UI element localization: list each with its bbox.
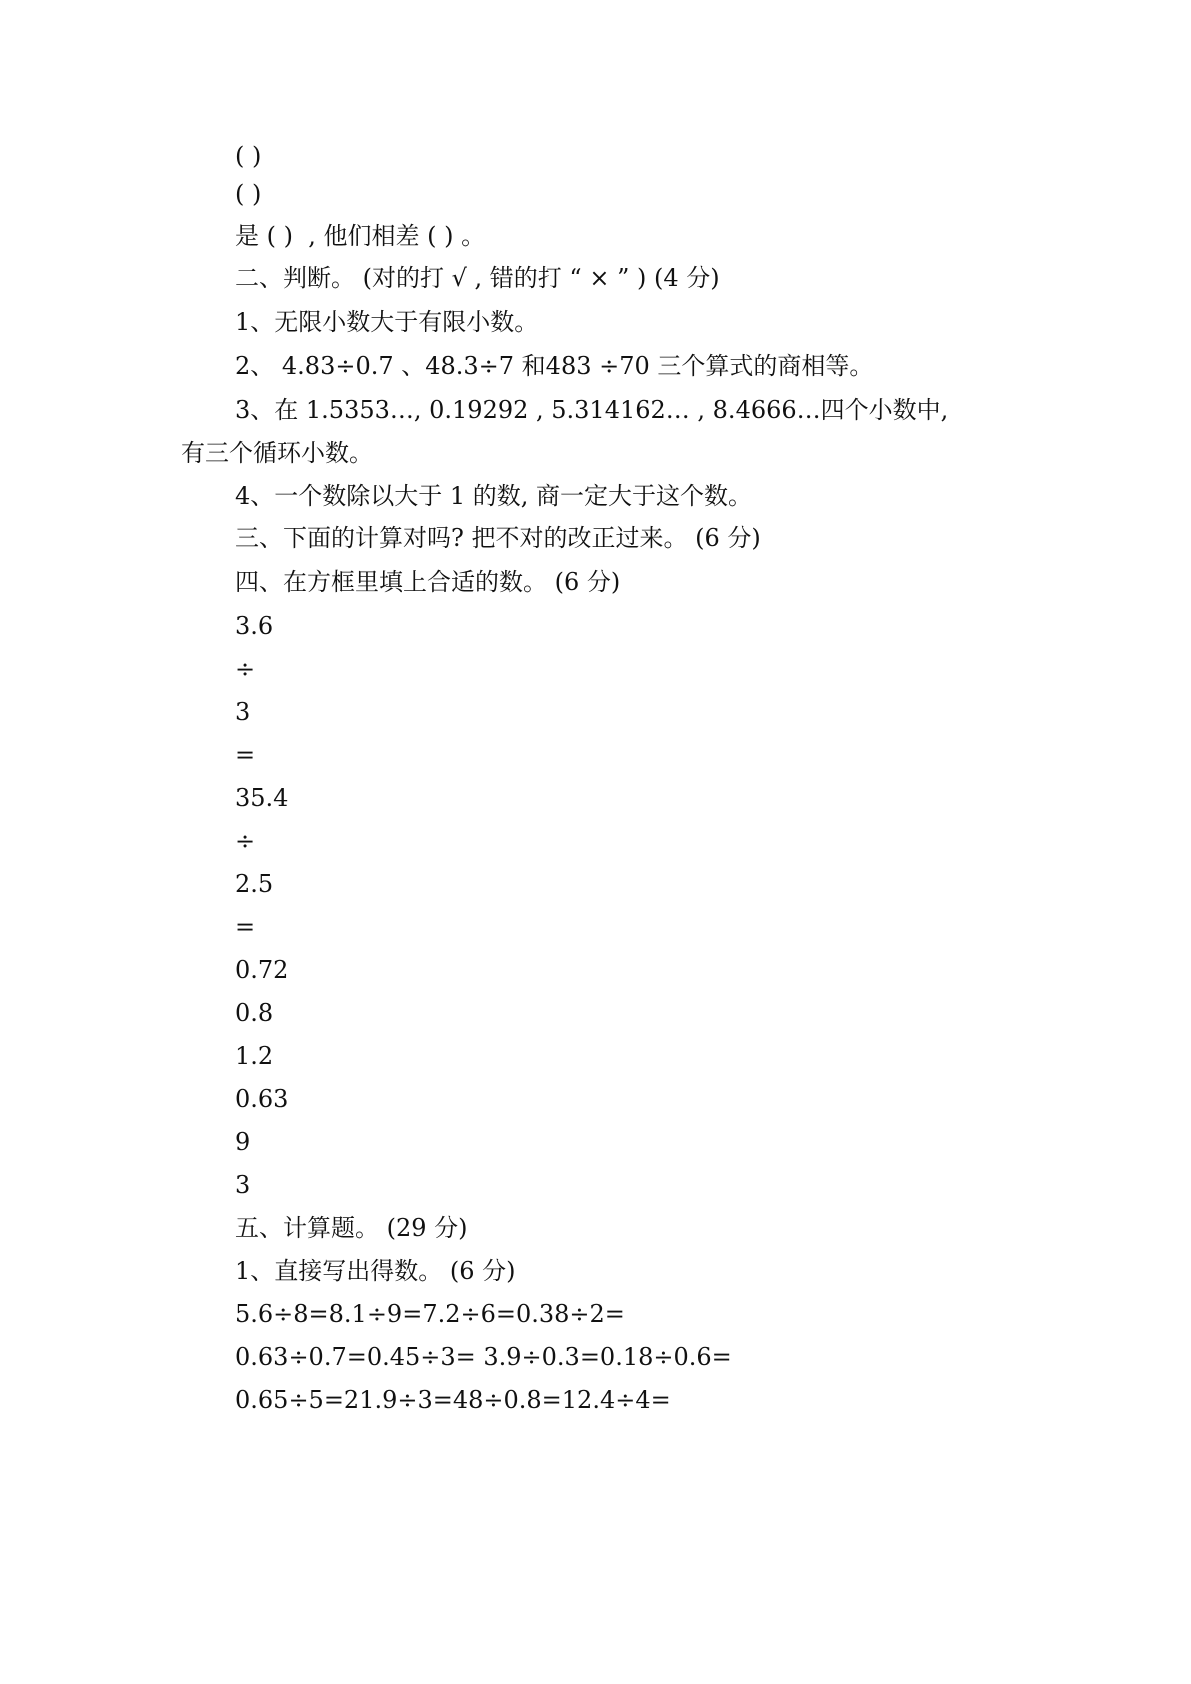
text-line: 4、一个数除以大于 1 的数, 商一定大于这个数。 [235,482,753,510]
text-line: 0.63 [235,1085,289,1113]
text-line: ÷ [235,655,256,683]
text-line: 9 [235,1128,251,1156]
text-line: 是 ( ) , 他们相差 ( ) 。 [235,222,486,250]
text-line: 5.6÷8=8.1÷9=7.2÷6=0.38÷2= [235,1300,625,1328]
text-line: 3 [235,698,251,726]
section-heading: 四、在方框里填上合适的数。 (6 分) [235,568,621,596]
text-line: 0.72 [235,956,289,984]
text-line: ( ) [235,180,262,208]
text-line: ( ) [235,142,262,170]
text-line: 35.4 [235,784,289,812]
section-heading: 三、下面的计算对吗? 把不对的改正过来。 (6 分) [235,524,761,552]
text-line: = [235,913,256,941]
text-line: 0.8 [235,999,274,1027]
text-line: 0.63÷0.7=0.45÷3= 3.9÷0.3=0.18÷0.6= [235,1343,732,1371]
text-line: 1.2 [235,1042,274,1070]
section-heading: 二、判断。 (对的打 √ , 错的打 “ × ” ) (4 分) [235,264,720,292]
text-line: 1、直接写出得数。 (6 分) [235,1257,516,1285]
text-line: 2.5 [235,870,274,898]
text-line: 3 [235,1171,251,1199]
text-line: 有三个循环小数。 [181,439,373,467]
text-line: 0.65÷5=21.9÷3=48÷0.8=12.4÷4= [235,1386,671,1414]
text-line: ÷ [235,827,256,855]
text-line: 2、 4.83÷0.7 、48.3÷7 和483 ÷70 三个算式的商相等。 [235,352,874,380]
text-line: 3.6 [235,612,274,640]
text-line: = [235,741,256,769]
text-line: 3、在 1.5353…, 0.19292 , 5.314162… , 8.4666…四个小数中, [235,396,949,424]
text-line: 1、无限小数大于有限小数。 [235,308,539,336]
section-heading: 五、计算题。 (29 分) [235,1214,468,1242]
